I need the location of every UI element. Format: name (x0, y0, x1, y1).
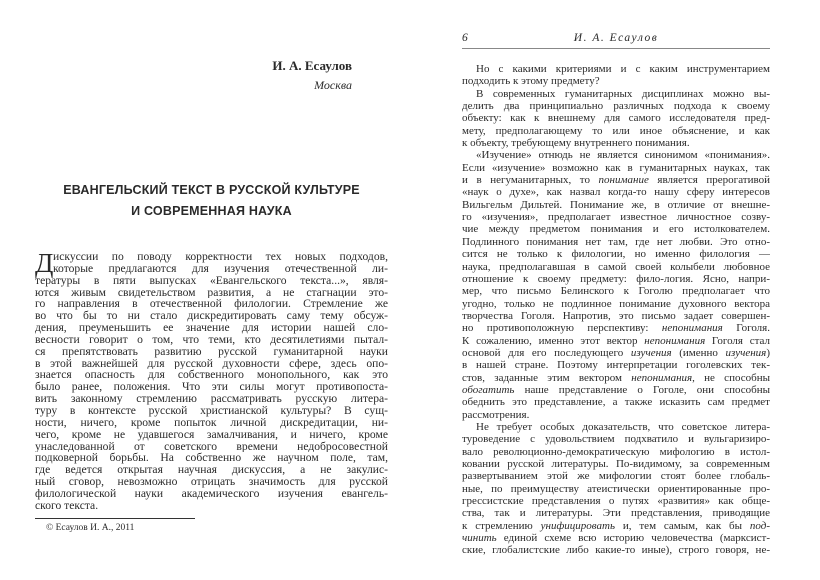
text-line (462, 236, 770, 248)
text-line (35, 405, 388, 417)
text-line (35, 310, 388, 322)
text-segment: В современных гуманитарных дисциплинах можно вы- (476, 87, 770, 100)
text-segment: го «изучения», предполагает известное личностное созву- (462, 211, 770, 224)
text-segment: в этой важнейшей для русской духовности сфере, здесь опо- (35, 357, 388, 370)
text-segment: которые предлагаются для изучения отечественной ли- (53, 262, 388, 275)
text-line (462, 470, 770, 482)
author-city: Москва (314, 78, 352, 92)
article-body (35, 248, 388, 512)
text-segment: отношение к своему предмету: фило-логия. Ясно, напри- (462, 272, 770, 285)
text-segment: мер, что письмо Белинского к Гоголю предполагает что (462, 285, 770, 298)
text-segment: Вильгельм Дильтей. Понимание же, в отличие от внешне- (462, 198, 770, 211)
text-line (462, 63, 770, 75)
text-segment: Подлинного понимания нет там, где нет любви. Это отно- (462, 235, 770, 248)
text-line (35, 322, 388, 334)
text-segment: филологической науки академического изучения евангель- (35, 487, 388, 500)
text-line (462, 285, 770, 297)
text-segment: где ведется открытая научная дискуссия, а не закулис- (35, 464, 388, 477)
text-segment: Гоголя. (722, 322, 770, 335)
text-line (35, 346, 388, 358)
text-segment: (именно (671, 346, 726, 359)
text-segment: туру в контексте русской христианской культуры? В сущ- (35, 404, 388, 417)
text-segment: но противоположную перспективу: (462, 322, 662, 335)
emphasized-text: непонимания (644, 334, 706, 347)
text-line (462, 298, 770, 310)
emphasized-text: непонимания (661, 322, 723, 335)
text-segment: тературы в пяти выпусках «Евангельского текста...», явля- (35, 274, 388, 287)
emphasized-text: обогатить (462, 383, 515, 396)
text-line (35, 500, 388, 512)
text-segment: «Изучение» отнюдь не является синонимом «понимания». (476, 149, 770, 162)
text-segment: творчества Гоголя. Напротив, это письмо задает совершен- (462, 309, 770, 322)
text-segment: вало революционно-демократическую мифологию в истол- (462, 445, 770, 458)
text-line (462, 112, 770, 124)
text-line (462, 520, 770, 532)
text-segment: ского текста. (35, 499, 99, 512)
text-segment: мету, предполагающему то или иное объяснение, и как (462, 124, 770, 137)
emphasized-text: изучения (630, 346, 672, 359)
right-page (410, 0, 820, 580)
text-segment: наука, предполагавшая в самой своей колыбели любовное (462, 260, 770, 273)
text-line (462, 433, 770, 445)
text-segment: является прерогативой (648, 174, 770, 187)
text-line (462, 137, 770, 149)
text-line (35, 275, 388, 287)
text-segment: ются живым свидетельством развития, а не стагнации это- (35, 286, 388, 299)
text-segment: во что бы то ни стало дискредитировать саму тему обсуж- (35, 310, 388, 323)
text-segment: в нашей стране. Поэтому интерпретации гоголевских тек- (462, 359, 770, 372)
text-line (35, 369, 388, 381)
article-body-continued (462, 63, 770, 557)
text-line (35, 251, 388, 263)
text-segment: обеднить это представление, а также исказить сам предмет (462, 396, 770, 409)
text-line (35, 393, 388, 405)
text-line (462, 248, 770, 260)
text-segment: чего, кроме не удавшегося замалчивания, и ничего, кроме (35, 428, 388, 441)
footnote-divider (35, 518, 195, 519)
text-line (462, 544, 770, 556)
text-line (462, 384, 770, 396)
text-line (462, 483, 770, 495)
emphasized-text: под- (749, 519, 770, 532)
text-line (35, 464, 388, 476)
text-segment: сится не только к филологии, но именно филология — (462, 248, 770, 261)
text-line (35, 476, 388, 488)
text-segment: основой для его последующего (462, 346, 631, 359)
text-line (35, 441, 388, 453)
article-title (35, 180, 388, 222)
text-line (35, 334, 388, 346)
text-segment: К сожалению, именно этот вектор (462, 334, 645, 347)
text-segment: подходить к этому предмету? (462, 75, 600, 88)
text-segment: грессистские представления о путях «развития» как обще- (462, 495, 770, 508)
text-segment: чие между предметом понимания и его истолкователем. (462, 223, 770, 236)
text-line (462, 100, 770, 112)
text-segment: го направления в отечественной филологии. Стремление же (35, 298, 388, 311)
text-segment: весности говорит о том, что теми, кто десятилетиями пытал- (35, 333, 388, 346)
running-title: И. А. Есаулов (573, 32, 659, 44)
copyright-footnote: © Есаулов И. А., 2011 (46, 523, 135, 533)
text-segment: ковании русской литературы. По-видимому, за современным (462, 458, 770, 470)
text-segment: наше представление о Гоголе, они способны (514, 383, 770, 396)
text-line (462, 211, 770, 223)
text-line (35, 381, 388, 393)
running-header (462, 32, 770, 49)
text-segment: ный сговор, невозможно отрицать значимость для русской (35, 476, 388, 488)
text-segment: и, тем самым, как бы (614, 519, 750, 532)
text-segment: стов, заданные этим вектором (462, 371, 632, 384)
text-line (462, 174, 770, 186)
text-line (462, 88, 770, 100)
text-line (35, 417, 388, 429)
text-segment: объекту: как к внешнему для самого исследователя пред- (462, 112, 770, 125)
emphasized-text: понимание (598, 174, 649, 187)
text-segment: туроведение с удовольствием подхватило и вульгаризиро- (462, 433, 770, 446)
text-segment: угодно, только не подлинное понимание духовного вектора (462, 297, 770, 310)
emphasized-text: непонимания (631, 371, 693, 384)
text-segment: ности, ничего, кроме попыток личной дискредитации, ни- (35, 416, 388, 429)
text-line (462, 372, 770, 384)
text-line (462, 446, 770, 458)
title-line: ЕВАНГЕЛЬСКИЙ ТЕКСТ В РУССКОЙ КУЛЬТУРЕ (63, 183, 360, 197)
text-line (462, 458, 770, 470)
text-segment: , не способны (692, 371, 770, 384)
text-line (462, 223, 770, 235)
page-number: 6 (462, 32, 468, 44)
text-segment: дения, преуменьшить ее значение для истории нашей сло- (35, 322, 388, 334)
text-segment: и в негуманитарных, то (462, 174, 599, 187)
text-segment: ) (766, 346, 770, 359)
text-line (462, 396, 770, 408)
text-segment: «наук о духе», как назвал когда-то нашу сферу интересов (462, 186, 770, 199)
text-segment: рассмотрения. (462, 408, 530, 421)
text-line (35, 298, 388, 310)
text-line (462, 310, 770, 322)
text-segment: ские, глобалистские либо какие-то иные), строго говоря, не- (462, 544, 770, 557)
emphasized-text: изучения (725, 346, 767, 359)
text-segment: Гоголя стал (705, 334, 770, 347)
text-line (462, 335, 770, 347)
text-line (35, 488, 388, 500)
title-line: И СОВРЕМЕННАЯ НАУКА (131, 204, 292, 218)
text-line (462, 273, 770, 285)
text-segment: развертыванием этой же мифологии стоят более глобаль- (462, 470, 770, 483)
text-line (462, 75, 770, 87)
text-line (462, 532, 770, 544)
text-segment: ства, так и литературы. Эти представления, приводящие (462, 507, 770, 520)
text-segment: к стремлению (462, 519, 541, 532)
text-line (462, 261, 770, 273)
text-segment: Но с какими критериями и с каким инструментарием (476, 63, 770, 75)
emphasized-text: чинить (462, 532, 497, 545)
text-line (462, 507, 770, 519)
text-line (35, 287, 388, 299)
text-line (35, 452, 388, 464)
text-segment: к объекту, требующему внутреннего понимания. (462, 137, 690, 150)
drop-cap: Д (35, 248, 54, 278)
text-segment: единой схеме всю историю человечества (марксист- (496, 532, 770, 545)
text-line (462, 409, 770, 421)
author-name: И. А. Есаулов (272, 58, 352, 73)
emphasized-text: унифицировать (540, 519, 615, 532)
text-line (462, 125, 770, 137)
text-segment: ся препятствовать развитию русской гуманитарной науки (35, 345, 388, 358)
text-segment: Не требует особых доказательств, что советское литера- (476, 420, 770, 433)
text-line (462, 359, 770, 371)
text-line (462, 186, 770, 198)
text-segment: искуссии по поводу корректности тех новых подходов, (53, 251, 388, 263)
text-segment: вить законному стремлению рассматривать русскую литера- (35, 393, 388, 405)
text-segment: подковерной борьбы. На собственно же научном поле, там, (35, 452, 388, 465)
text-line (462, 322, 770, 334)
text-line (35, 358, 388, 370)
text-segment: ные, по преимуществу атеистически ориентированные про- (462, 482, 770, 495)
text-line (35, 263, 388, 275)
text-segment: унаследованной от советского времени недобросовестной (35, 440, 388, 453)
text-segment: делить два принципиально различных подхода к своему (462, 100, 770, 113)
text-segment: знается опасность для собственного монопольного, как это (35, 369, 388, 382)
text-line (462, 421, 770, 433)
text-segment: было ранее, положения. Что эти силы могут противопоста- (35, 381, 388, 394)
text-line (462, 149, 770, 161)
text-line (35, 429, 388, 441)
text-line (462, 347, 770, 359)
text-segment: Если «изучение» возможно как в гуманитарных науках, так (462, 161, 770, 174)
text-line (462, 162, 770, 174)
text-line (462, 199, 770, 211)
text-line (462, 495, 770, 507)
